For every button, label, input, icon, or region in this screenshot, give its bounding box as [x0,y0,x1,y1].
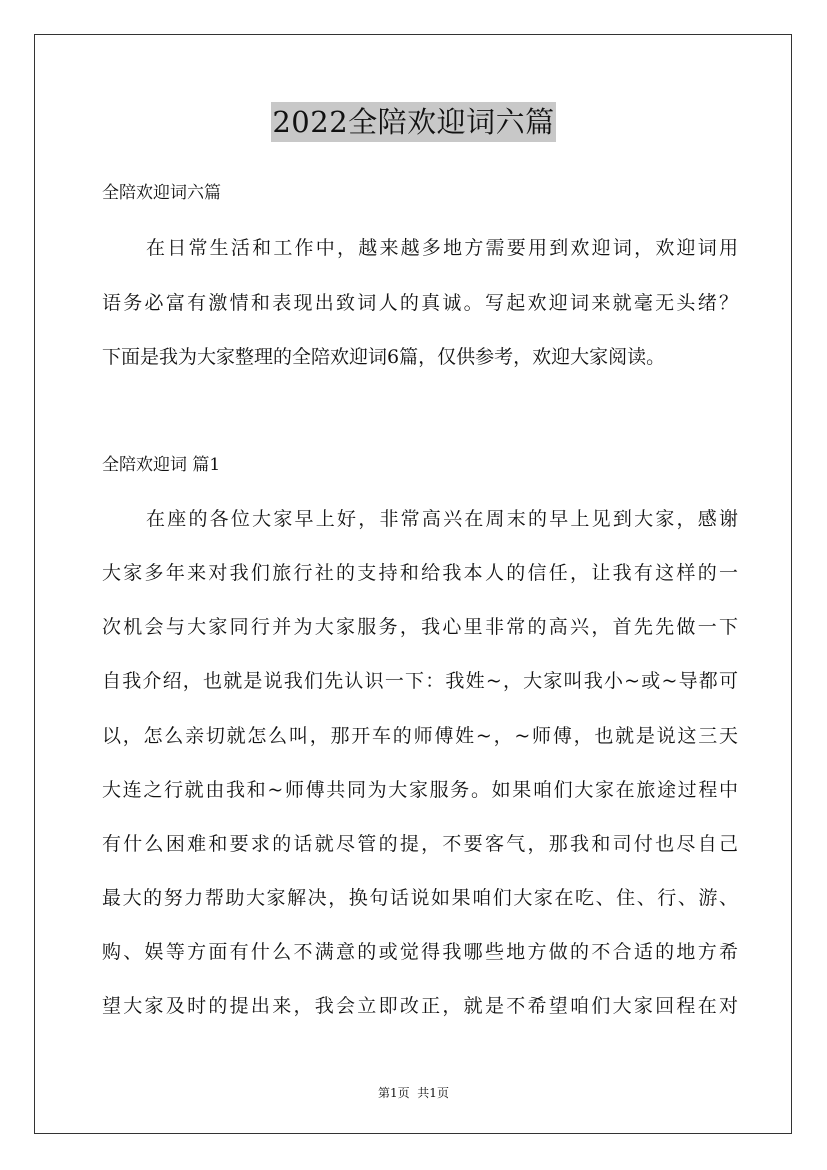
intro-line: 在日常生活和工作中，越来越多地方需要用到欢迎词，欢迎词用 [146,237,738,259]
intro-heading: 全陪欢迎词六篇 [102,183,221,203]
section1-line: 次机会与大家同行并为大家服务，我心里非常的高兴，首先先做一下 [102,616,738,638]
title-container [0,102,827,142]
section1-line: 望大家及时的提出来，我会立即改正，就是不希望咱们大家回程在对 [102,995,738,1017]
section1-heading: 全陪欢迎词 篇1 [102,455,221,475]
section1-line: 最大的努力帮助大家解决，换句话说如果咱们大家在吃、住、行、游、 [102,887,738,909]
page-footer: 第1页 共1页 [378,1086,449,1100]
section1-line: 以，怎么亲切就怎么叫，那开车的师傅姓~，~师傅，也就是说这三天 [102,725,738,747]
document-title: 2022全陪欢迎词六篇 [271,102,555,142]
section1-line: 自我介绍，也就是说我们先认识一下：我姓~，大家叫我小~或~导都可 [102,670,738,692]
section1-line: 购、娱等方面有什么不满意的或觉得我哪些地方做的不合适的地方希 [102,941,738,963]
section1-line: 大家多年来对我们旅行社的支持和给我本人的信任，让我有这样的一 [102,562,738,584]
section1-line: 有什么困难和要求的话就尽管的提，不要客气，那我和司付也尽自己 [102,833,738,855]
intro-line: 语务必富有激情和表现出致词人的真诚。写起欢迎词来就毫无头绪？ [102,292,738,314]
section1-line: 在座的各位大家早上好，非常高兴在周末的早上见到大家，感谢 [146,508,738,530]
intro-line: 下面是我为大家整理的全陪欢迎词6篇，仅供参考，欢迎大家阅读。 [102,346,666,368]
section1-line: 大连之行就由我和~师傅共同为大家服务。如果咱们大家在旅途过程中 [102,779,738,801]
